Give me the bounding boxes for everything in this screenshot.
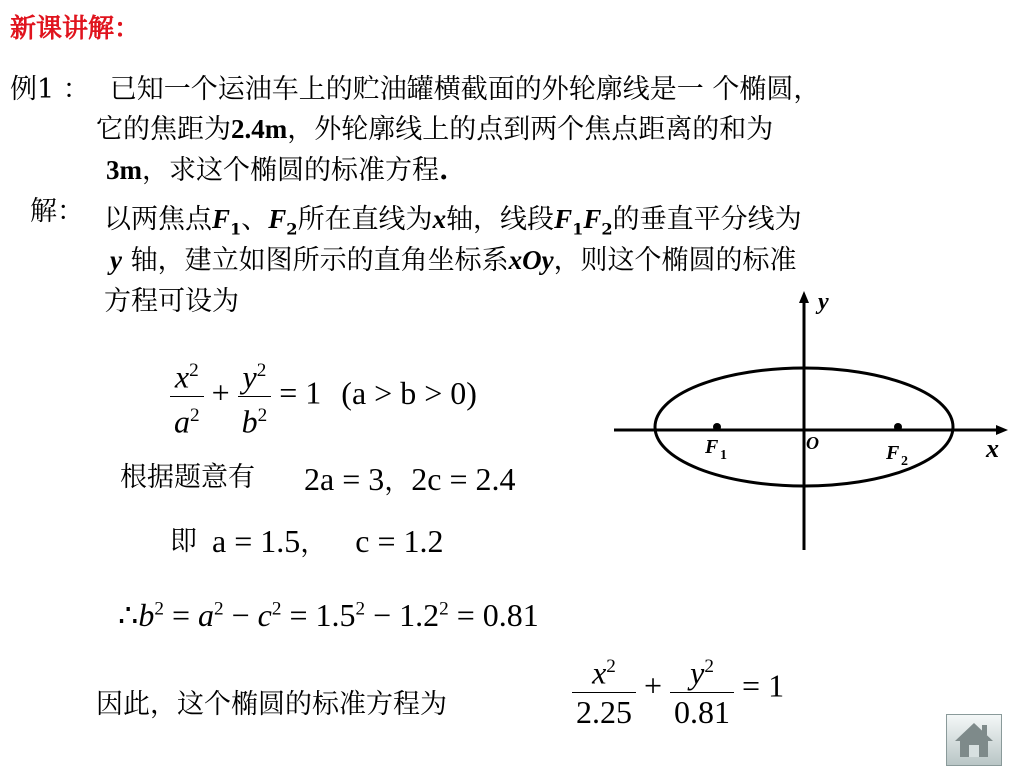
example-text-1: 已知一个运油车上的贮油罐横截面的外轮廓线是一 个椭圆， bbox=[109, 74, 821, 105]
step1-equations: 2a = 3，2c = 2.4 bbox=[304, 461, 516, 497]
solution-line-1: 以两焦点$F_1$、$F_2$所在直线为x轴，线段$F_1F_2$的垂直平分线为 bbox=[104, 204, 802, 239]
focus-f2-subscript: 2 bbox=[901, 454, 908, 469]
focal-distance-value: 2.4m bbox=[231, 114, 288, 144]
origin-label: O bbox=[806, 433, 819, 453]
focus-f2-point bbox=[894, 423, 902, 431]
example-label: 例1 ： bbox=[10, 74, 90, 105]
ellipse-diagram bbox=[600, 285, 1020, 560]
solution-label: 解： bbox=[30, 196, 84, 227]
step2-values: a = 1.5， c = 1.2 bbox=[212, 523, 444, 559]
section-title: 新课讲解： bbox=[10, 14, 141, 44]
x-axis-label: x bbox=[986, 434, 999, 463]
ellipse-general-equation: $\frac{x^2}{a^2}$ + $\frac{y^2}{b^2}$ = 1 (a > b > 0) bbox=[170, 352, 477, 440]
step2-label: 即 bbox=[170, 526, 197, 557]
y-axis-label: y bbox=[818, 289, 829, 315]
focus-f1-subscript: 1 bbox=[720, 448, 727, 463]
condition: (a > b > 0) bbox=[341, 374, 477, 411]
distance-sum-value: 3m bbox=[106, 155, 142, 185]
solution-line-3: 方程可设为 bbox=[104, 286, 239, 317]
focus-f2-label: F bbox=[886, 442, 900, 464]
step1-label: 根据题意有 bbox=[120, 462, 255, 493]
focus-f1-point bbox=[713, 423, 721, 431]
example-line-2: 它的焦距为2.4m，外轮廓线上的点到两个焦点距离的和为 bbox=[96, 114, 774, 145]
final-equation: $\frac{x^2}{2.25}$ + $\frac{y^2}{0.81}$ = 1 bbox=[572, 648, 784, 731]
solution-line-2: y 轴，建立如图所示的直角坐标系xOy，则这个椭圆的标准 bbox=[110, 245, 797, 276]
y-axis-arrow bbox=[799, 291, 809, 303]
focus-f1-label: F bbox=[705, 436, 719, 458]
example-line-3: 3m，求这个椭圆的标准方程. bbox=[106, 155, 449, 186]
conclusion-label: 因此，这个椭圆的标准方程为 bbox=[96, 689, 447, 720]
b-squared-calculation: $\therefore b^2 = a^2 - c^2 = 1.5^2 - 1.2^2 = 0.81$ bbox=[118, 597, 539, 633]
example-line-1 bbox=[10, 72, 820, 108]
home-icon bbox=[947, 715, 1001, 765]
home-button[interactable] bbox=[946, 714, 1002, 766]
